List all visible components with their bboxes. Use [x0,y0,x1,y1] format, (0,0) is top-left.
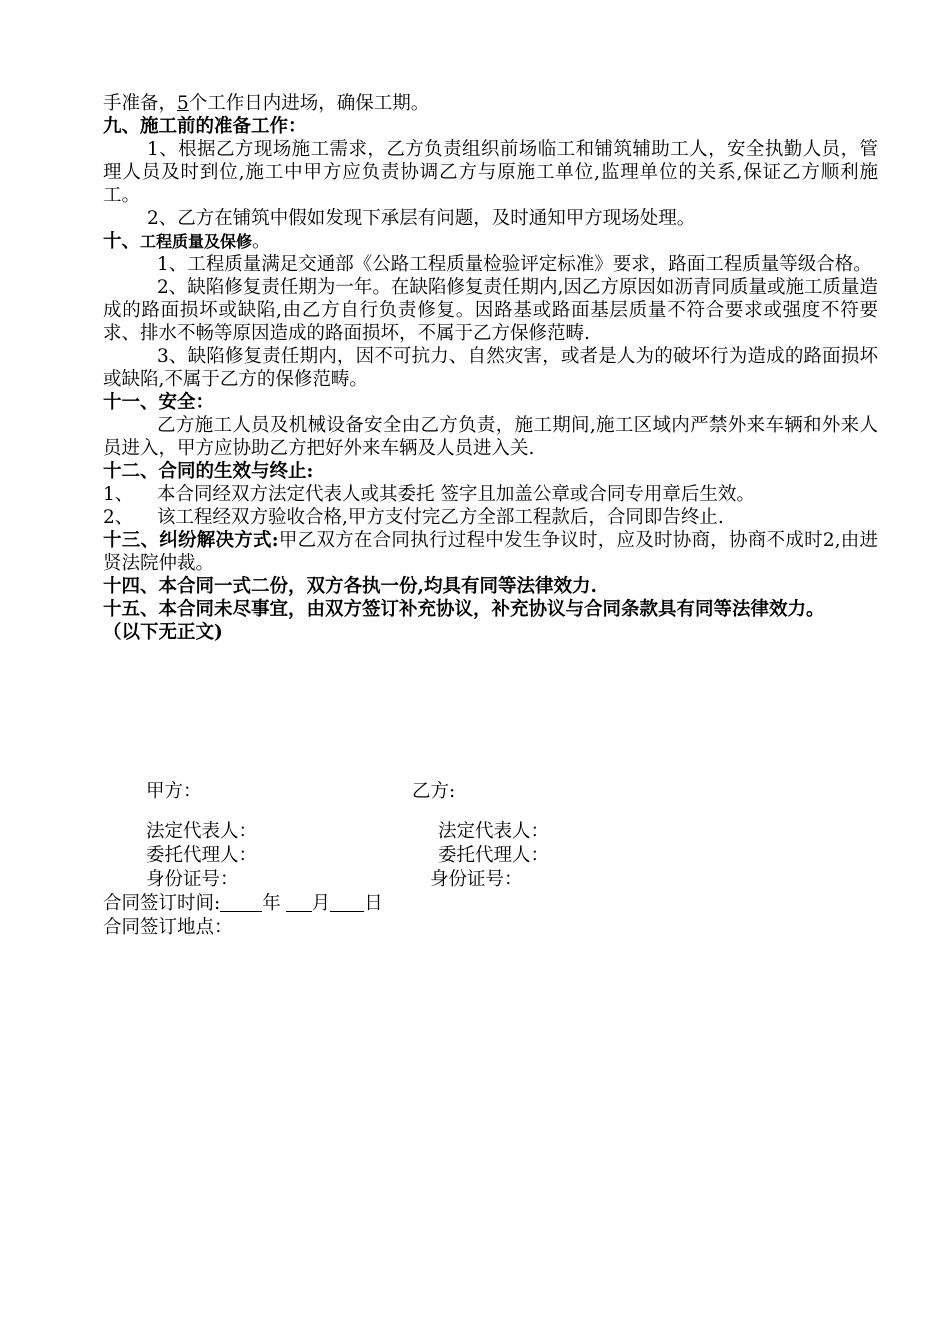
section-number: 十、 [103,231,141,252]
year-blank [220,893,262,912]
id-b-label: 身份证号： [430,869,523,890]
sign-date-label: 合同签订时间: [103,893,221,914]
continuation-line [103,92,878,115]
section-11-title: 十一、安全： [103,392,215,413]
year-label: 年 [262,893,281,914]
section-10-paragraph-3: 3、缺陷修复责任期内，因不可抗力、自然灾害，或者是人为的破坏行为造成的路面损坏或缺陷,不属于乙方的保修范畴。 [103,346,878,390]
month-blank [286,893,312,912]
section-10-paragraph-1: 1、工程质量满足交通部《公路工程质量检验评定标准》要求，路面工程质量等级合格。 [157,254,872,275]
section-15: 十五、本合同未尽事宜，由双方签订补充协议，补充协议与合同条款具有同等法律效力。 [103,599,825,620]
day-blank [330,893,364,912]
section-11-paragraph-1: 乙方施工人员及机械设备安全由乙方负责，施工期间,施工区域内严禁外来车辆和外来人员进入，甲方应协助乙方把好外来车辆及人员进入关. [103,415,878,459]
sign-place-label: 合同签订地点： [103,917,233,938]
contract-body [103,92,878,644]
section-title-end: 。 [252,231,271,252]
agent-b-label: 委托代理人： [438,845,550,866]
section-13-text: 甲乙双方在合同执行过程中发生争议时，应及时协商，协商不成时2,由进贤法院仲裁。 [103,530,878,574]
section-14: 十四、本合同一式二份，双方各执一份,均具有同等法律效力. [103,576,597,597]
section-13-title: 十三、纠纷解决方式: [103,530,279,551]
legal-rep-a-label: 法定代表人： [146,821,258,842]
item-number: 2、 [103,507,134,528]
section-12-title: 十二、合同的生效与终止: [103,461,314,482]
line-text: 个工作日内进场，确保工期。 [188,93,430,114]
days-number: 5 [177,93,189,114]
line-text: 手准备， [103,93,178,114]
section-10-title [103,230,878,253]
section-9-title: 九、施工前的准备工作： [103,116,307,137]
item-number: 1、 [103,484,134,505]
section-12-item-2 [103,506,878,529]
section-title-text: 工程质量及保修 [140,232,253,251]
agent-a-label: 委托代理人： [146,845,258,866]
party-b-label: 乙方: [412,781,456,802]
end-note: （以下无正文) [103,622,223,643]
sign-date-line [103,892,383,915]
section-9-paragraph-1: 1、根据乙方现场施工需求，乙方负责组织前场临工和铺筑辅助工人，安全执勤人员，管理人员及时到位,施工中甲方应负责协调乙方与原施工单位,监理单位的关系,保证乙方顺利施工。 [103,139,878,206]
day-label: 日 [364,893,383,914]
month-label: 月 [311,893,331,914]
section-12-item-1 [103,483,878,506]
item-text: 本合同经双方法定代表人或其委托 签字且加盖公章或合同专用章后生效。 [157,484,755,505]
section-10-paragraph-2: 2、缺陷修复责任期为一年。在缺陷修复责任期内,因乙方原因如沥青同质量或施工质量造成的路面损坏或缺陷,由乙方自行负责修复。因路基或路面基层质量不符合要求或强度不符要求、排水不畅等原因造成的路面损坏，不属于乙方保修范畴. [103,277,878,344]
legal-rep-b-label: 法定代表人： [438,821,550,842]
item-text: 该工程经双方验收合格,甲方支付完乙方全部工程款后，合同即告终止. [157,507,724,528]
party-a-label: 甲方： [146,781,202,802]
section-13 [103,529,878,575]
section-9-paragraph-2: 2、乙方在铺筑中假如发现下承层有问题，及时通知甲方现场处理。 [147,208,696,229]
id-a-label: 身份证号： [146,869,239,890]
